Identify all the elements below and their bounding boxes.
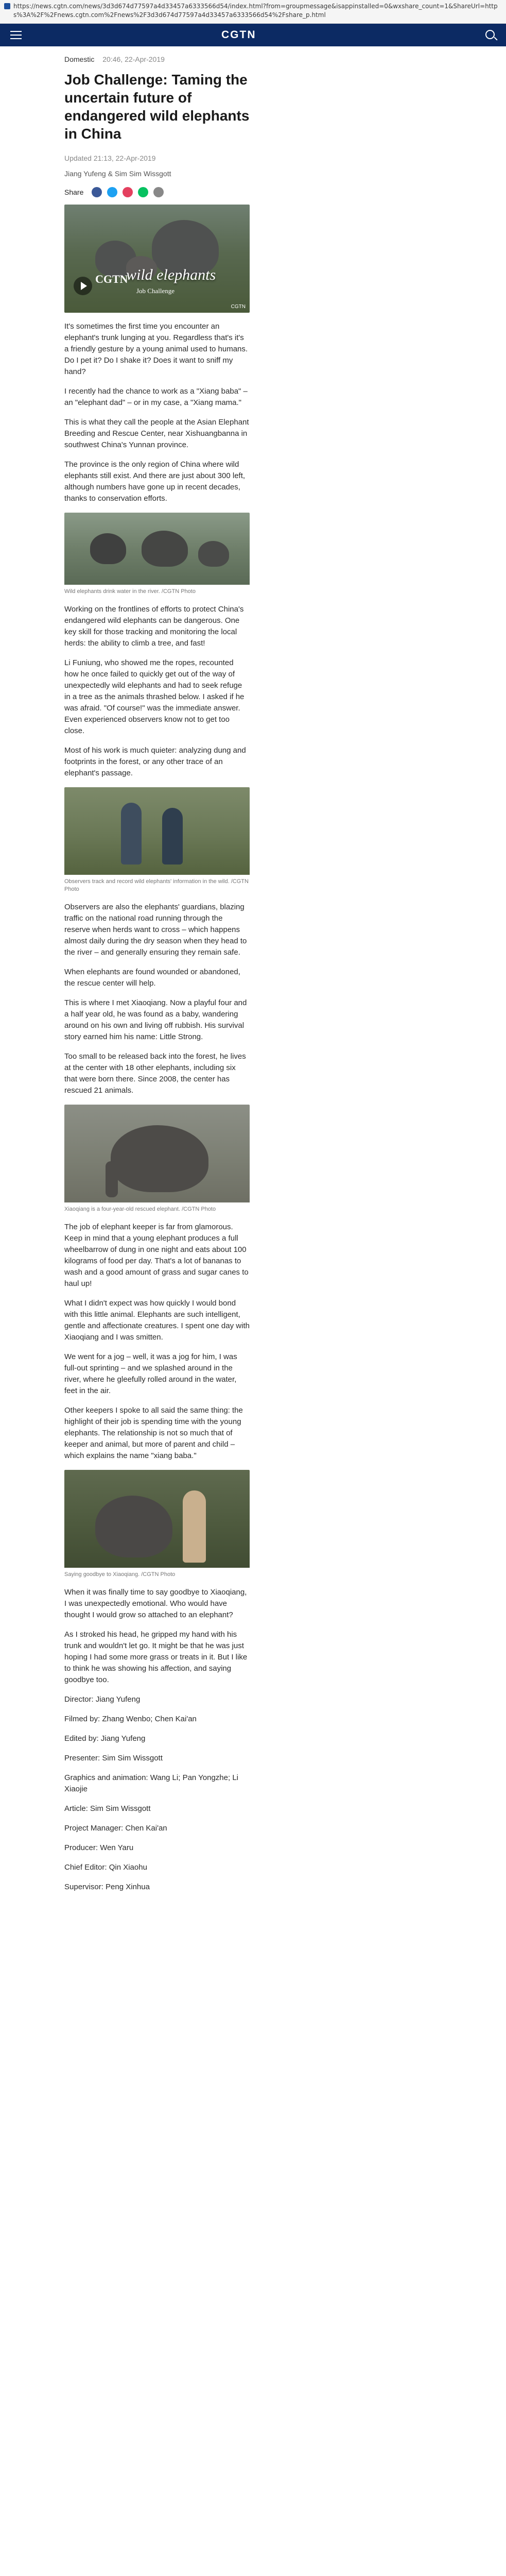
paragraph: Most of his work is much quieter: analyzing dung and footprints in the forest, or any other trace of an elephant's passage.: [64, 746, 246, 777]
paragraph: Observers are also the elephants' guardians, blazing traffic on the national road running through the reserve when herds want to cross – which happens almost daily during the dry season when they head to the river – and generally ensuring they remain safe.: [64, 903, 247, 957]
share-label: Share: [64, 188, 84, 196]
video-player[interactable]: [64, 205, 250, 313]
play-icon[interactable]: [74, 277, 92, 295]
video-logo: CGTN: [95, 273, 128, 285]
video-title: wild elephants: [126, 266, 216, 283]
credit-line: Project Manager: Chen Kai'an: [64, 1824, 167, 1833]
article-title: Job Challenge: Taming the uncertain future of endangered wild elephants in China: [64, 72, 250, 142]
figure-caption: Observers track and record wild elephants' information in the wild. /CGTN Photo: [64, 878, 249, 892]
paragraph: Too small to be released back into the forest, he lives at the center with 18 other elephants, including six that were born there. Since 2008, the center has rescued 21 animals.: [64, 1052, 246, 1095]
figure: [64, 1470, 250, 1579]
observers-image: [64, 787, 250, 875]
wechat-icon[interactable]: [138, 187, 148, 197]
video-brand: CGTN: [231, 304, 246, 310]
figure-caption: Saying goodbye to Xiaoqiang. /CGTN Photo: [64, 1571, 176, 1578]
article-meta: [64, 55, 250, 63]
search-icon[interactable]: [485, 30, 495, 39]
credit-line: Presenter: Sim Sim Wissgott: [64, 1754, 163, 1762]
site-logo[interactable]: CGTN: [221, 29, 256, 41]
paragraph: I recently had the chance to work as a "Xiang baba" – an "elephant dad" – or in my case, a "Xiang mama.": [64, 387, 248, 407]
video-subtitle: Job Challenge: [136, 287, 175, 295]
credit-line: Filmed by: Zhang Wenbo; Chen Kai'an: [64, 1715, 197, 1723]
credit-line: Director: Jiang Yufeng: [64, 1695, 141, 1704]
figure: [64, 513, 250, 596]
credit-line: Graphics and animation: Wang Li; Pan Yongzhe; Li Xiaojie: [64, 1773, 238, 1793]
category-label[interactable]: Domestic: [64, 55, 95, 63]
share-bar: [64, 186, 250, 198]
paragraph: This is what they call the people at the Asian Elephant Breeding and Rescue Center, near Xishuangbanna in southwest China's Yunnan province.: [64, 418, 249, 449]
paragraph: Other keepers I spoke to all said the same thing: the highlight of their job is spending time with the young elephants. The relationship is not so much that of keeper and animal, but more of parent and child – which explains the name "xiang baba.": [64, 1406, 243, 1460]
paragraph: As I stroked his head, he gripped my hand with his trunk and wouldn't let go. It might be that he was just hoping I had some more grass or treats in it. But I like to think he was showing his affection, and saying goodbye too.: [64, 1630, 248, 1684]
article-authors: Jiang Yufeng & Sim Sim Wissgott: [64, 170, 171, 178]
goodbye-image: [64, 1470, 250, 1568]
twitter-icon[interactable]: [107, 187, 117, 197]
updated-date: Updated 21:13, 22-Apr-2019: [64, 154, 156, 162]
paragraph: What I didn't expect was how quickly I would bond with this little animal. Elephants are such intelligent, gentle and affectionate creatures. I spent one day with Xiaoqiang and I was smitten.: [64, 1299, 250, 1342]
weibo-icon[interactable]: [123, 187, 133, 197]
menu-icon[interactable]: [10, 31, 22, 39]
paragraph: It's sometimes the first time you encounter an elephant's trunk lunging at you. Regardless that's it's a friendly gesture by a young animal used to humans. Do I pet it? Do I shake it? Does it want to sniff my hand?: [64, 322, 248, 376]
paragraph: The job of elephant keeper is far from glamorous. Keep in mind that a young elephant produces a full wheelbarrow of dung in one night and eats about 100 kilograms of food per day. That's a lot of bananas to wash and a good amount of grass and sugar canes to haul up!: [64, 1223, 249, 1288]
facebook-icon[interactable]: [92, 187, 102, 197]
xiaoqiang-image: [64, 1105, 250, 1202]
credit-line: Supervisor: Peng Xinhua: [64, 1883, 150, 1891]
figure-caption: Xiaoqiang is a four-year-old rescued elephant. /CGTN Photo: [64, 1206, 216, 1212]
address-bar[interactable]: https://news.cgtn.com/news/3d3d674d77597a4d33457a6333566d54/index.html?from=groupmessage&isappinstalled=0&wxshare_count=1&ShareUrl=https%3A%2F%2Fnews.cgtn.com%2Fnews%2F3d3d674d77597a4d33457a6333566d54%2Fshare_p.html: [13, 3, 498, 19]
credit-line: Article: Sim Sim Wissgott: [64, 1804, 151, 1813]
paragraph: When it was finally time to say goodbye to Xiaoqiang, I was unexpectedly emotional. Who would have thought I would grow so attached to an elephant?: [64, 1588, 247, 1619]
credit-line: Edited by: Jiang Yufeng: [64, 1734, 146, 1743]
paragraph: This is where I met Xiaoqiang. Now a playful four and a half year old, he was found as a baby, wandering around on his own and living off rubbish. His survival story earned him his name: Little Strong.: [64, 998, 247, 1041]
more-share-icon[interactable]: [153, 187, 164, 197]
figure: [64, 1105, 250, 1213]
paragraph: Li Funiung, who showed me the ropes, recounted how he once failed to quickly get out of the way of unexpectedly wild elephants and had to seek refuge in a tree as the animals thrashed below. I asked if he was afraid. "Of course!" was the immediate answer. Even experienced observers know not to get too close.: [64, 658, 245, 735]
credit-line: Chief Editor: Qin Xiaohu: [64, 1863, 147, 1872]
figure-caption: Wild elephants drink water in the river. /CGTN Photo: [64, 588, 196, 595]
elephants-river-image: [64, 513, 250, 585]
browser-bar: [0, 0, 506, 24]
site-header: [0, 24, 506, 46]
credit-line: Producer: Wen Yaru: [64, 1843, 134, 1852]
paragraph: When elephants are found wounded or abandoned, the rescue center will help.: [64, 968, 240, 988]
figure: [64, 787, 250, 893]
paragraph: We went for a jog – well, it was a jog for him, I was full-out sprinting – and we splashed around in the river, where he gleefully rolled around in the water, feet in the air.: [64, 1352, 237, 1395]
paragraph: Working on the frontlines of efforts to protect China's endangered wild elephants can be dangerous. One key skill for those tracking and monitoring the local herds: the ability to climb a tree, and fast!: [64, 605, 244, 648]
article: [64, 46, 250, 1893]
paragraph: The province is the only region of China where wild elephants still exist. And there are just about 300 left, although numbers have gone up in recent decades, thanks to conservation efforts.: [64, 460, 246, 503]
publish-date: 20:46, 22-Apr-2019: [102, 55, 165, 63]
favicon-icon: [4, 3, 10, 9]
